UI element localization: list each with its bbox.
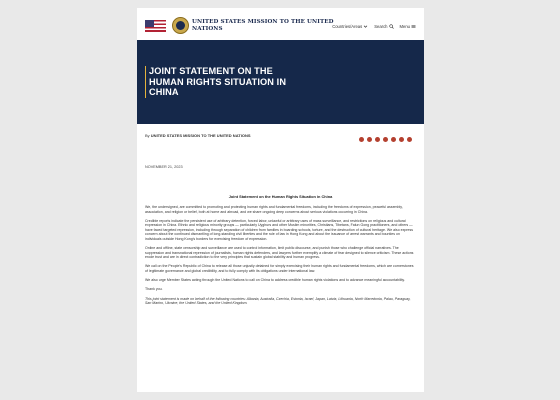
site-title[interactable]: UNITED STATES MISSION TO THE UNITED NATIONS <box>192 19 334 32</box>
email-icon[interactable] <box>391 137 396 142</box>
site-header <box>137 8 424 40</box>
hero-banner <box>137 40 424 124</box>
pinterest-icon[interactable] <box>383 137 388 142</box>
header-nav <box>332 24 416 29</box>
facebook-icon[interactable] <box>359 137 364 142</box>
paragraph: Thank you. <box>145 287 163 292</box>
page <box>137 8 424 392</box>
byline-author[interactable]: UNITED STATES MISSION TO THE UNITED NATIONS <box>150 133 251 138</box>
state-department-seal-icon[interactable] <box>172 17 189 34</box>
countries-areas-menu[interactable] <box>332 24 368 29</box>
menu-button[interactable] <box>400 24 416 29</box>
us-flag-icon <box>145 20 166 32</box>
footnote: This joint statement is made on behalf of the following countries: Albania, Australia, Czechia, Estonia, Israel, Japan, Latvia, Lithuania, North Macedonia, Palau, Paraguay, San Marino, Ukraine, the United States, and the United Kingdom. <box>145 296 411 306</box>
publish-date: NOVEMBER 21, 2023 <box>145 165 183 169</box>
search-button[interactable] <box>374 24 393 29</box>
byline <box>145 133 251 138</box>
search-icon <box>389 24 394 29</box>
hamburger-icon <box>411 24 416 29</box>
linkedin-icon[interactable] <box>375 137 380 142</box>
countries-areas-label: Countries/Areas <box>332 24 363 29</box>
paragraph: We, the undersigned, are committed to promoting and protecting human rights and fundamental freedoms, including the freedoms of expression, peaceful assembly, association, and religion or belief, both at home and abroad, and we share ongoing deep concerns about serious violations occurring in China. <box>145 205 403 214</box>
share-icon[interactable] <box>407 137 412 142</box>
menu-label: Menu <box>399 24 410 29</box>
paragraph: We call on the People's Republic of China to release all those unjustly detained for simply exercising their human rights and fundamental freedoms, which are cornerstones of legitimate governance and global credibility, and to fully comply with its obligations under international law. <box>145 264 414 273</box>
paragraph: Credible reports indicate the persistent use of arbitrary detention, forced labor, unlawful or arbitrary uses of mass surveillance, and restrictions on religious and cultural expression in China. Ethnic and religious minority groups — particularly Uyghurs and other Muslim minorities, Christians, Tibetans, Falun Gong practitioners, and others — have faced targeted repression, including through separation of children from families in boarding schools, torture, and the destruction of cultural heritage. We also express concern about the continued dismantling of long-standing civil liberties and the rule of law in Hong Kong and about the issuance of arrest warrants and bounties on individuals outside Hong Kong's borders for exercising freedom of expression. <box>145 218 414 241</box>
chevron-down-icon <box>363 24 368 29</box>
paragraph: Online and offline, state censorship and surveillance are used to control information, limit public discourse, and punish those who challenge official narratives. The suppression and transnational repression of journalists, human rights defenders, and lawyers further exemplify a climate of fear designed to silence criticism. These actions erode trust and are in direct contradiction to the very principles that sustain global stability and human progress. <box>145 246 414 260</box>
page-title: JOINT STATEMENT ON THE HUMAN RIGHTS SITUATION IN CHINA <box>145 66 305 98</box>
twitter-icon[interactable] <box>367 137 372 142</box>
paragraph: We also urge Member States acting through the United Nations to call on China to address credible human rights violations and to advance meaningful accountability. <box>145 278 405 283</box>
statement-heading: Joint Statement on the Human Rights Situation in China <box>228 194 333 199</box>
statement-body <box>145 205 416 311</box>
search-label: Search <box>374 24 388 29</box>
print-icon[interactable] <box>399 137 404 142</box>
share-bar <box>359 137 412 142</box>
byline-prefix: By <box>145 133 150 138</box>
